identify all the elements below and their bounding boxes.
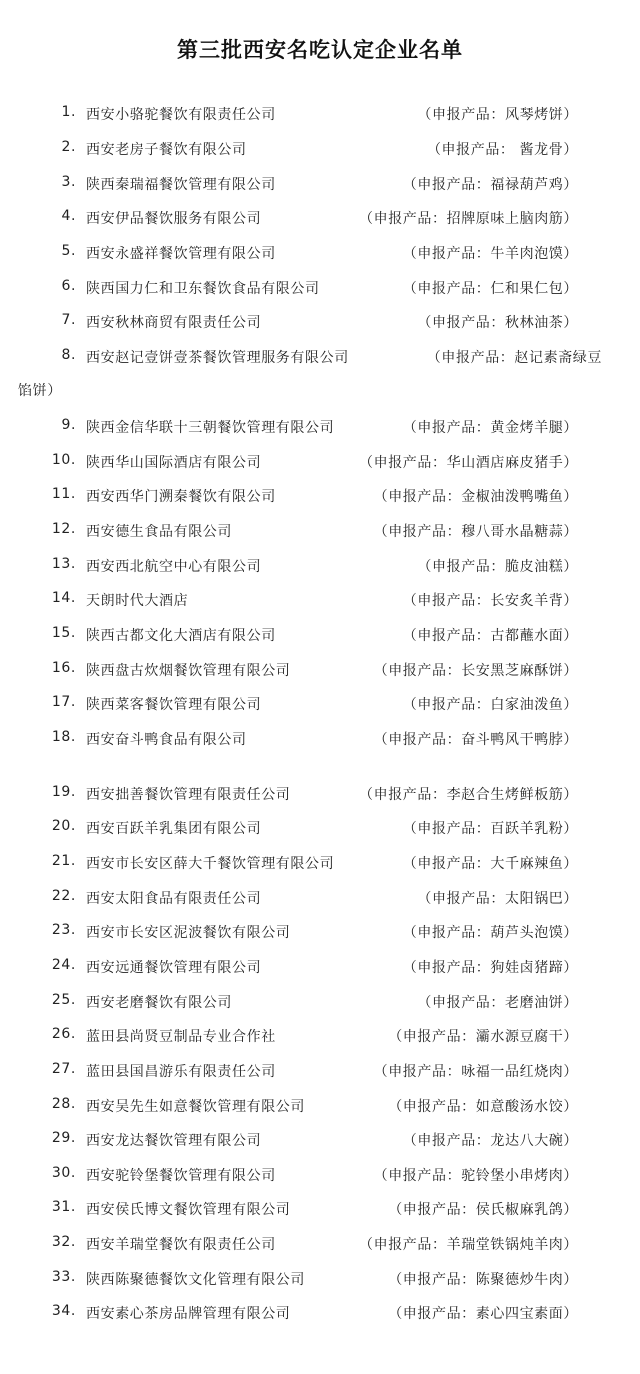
- company-name: 西安市长安区薛大千餐饮管理有限公司: [86, 856, 335, 872]
- company-name: 西安龙达餐饮管理有限公司: [86, 1133, 262, 1149]
- declared-product: （申报产品： 酱龙骨）: [426, 142, 578, 158]
- declared-product: （申报产品：灞水源豆腐干）: [388, 1029, 578, 1045]
- company-name: 西安吴先生如意餐饮管理有限公司: [86, 1099, 305, 1115]
- declared-product: （申报产品：咏福一品红烧肉）: [373, 1064, 578, 1080]
- item-number: 10.: [51, 452, 76, 468]
- company-name: 陕西盘古炊烟餐饮管理有限公司: [86, 663, 291, 679]
- company-name: 西安伊品餐饮服务有限公司: [86, 211, 262, 227]
- item-number: 19.: [51, 784, 76, 800]
- item-number: 18.: [51, 729, 76, 745]
- item-number: 9.: [61, 417, 76, 433]
- company-name: 西安太阳食品有限责任公司: [86, 891, 262, 907]
- company-name: 蓝田县尚贤豆制品专业合作社: [86, 1029, 276, 1045]
- declared-product: （申报产品：龙达八大碗）: [402, 1133, 578, 1149]
- item-number: 14.: [51, 590, 76, 606]
- item-number: 32.: [51, 1234, 76, 1250]
- item-number: 25.: [51, 992, 76, 1008]
- company-name: 西安赵记壹饼壹茶餐饮管理服务有限公司: [86, 350, 349, 366]
- declared-product: （申报产品：百跃羊乳粉）: [402, 821, 578, 837]
- company-name: 西安市长安区泥波餐饮有限公司: [86, 925, 291, 941]
- item-number: 3.: [61, 174, 76, 190]
- declared-product: （申报产品：华山酒店麻皮猪手）: [359, 455, 578, 471]
- declared-product: （申报产品：狗娃卤猪蹄）: [402, 960, 578, 976]
- declared-product: （申报产品：古都蘸水面）: [402, 628, 578, 644]
- declared-product: （申报产品：素心四宝素面）: [388, 1306, 578, 1322]
- declared-product: （申报产品：如意酸汤水饺）: [388, 1099, 578, 1115]
- company-name: 西安小骆驼餐饮有限责任公司: [86, 107, 276, 123]
- company-name: 陕西国力仁和卫东餐饮食品有限公司: [86, 281, 320, 297]
- item-number: 2.: [61, 139, 76, 155]
- company-name: 西安老房子餐饮有限公司: [86, 142, 247, 158]
- company-name: 西安西华门溯秦餐饮有限公司: [86, 489, 276, 505]
- company-name: 西安德生食品有限公司: [86, 524, 232, 540]
- declared-product: （申报产品：驼铃堡小串烤肉）: [373, 1168, 578, 1184]
- item-number: 23.: [51, 922, 76, 938]
- declared-product: （申报产品：金椒油泼鸭嘴鱼）: [373, 489, 578, 505]
- declared-product: （申报产品：福禄葫芦鸡）: [402, 177, 578, 193]
- item-number: 12.: [51, 521, 76, 537]
- item-number: 17.: [51, 694, 76, 710]
- item-number: 20.: [51, 818, 76, 834]
- item-number: 15.: [51, 625, 76, 641]
- item-number: 29.: [51, 1130, 76, 1146]
- item-number: 31.: [51, 1199, 76, 1215]
- item-number: 1.: [61, 104, 76, 120]
- declared-product: （申报产品：风琴烤饼）: [417, 107, 578, 123]
- company-name: 西安西北航空中心有限公司: [86, 559, 262, 575]
- company-name: 陕西华山国际酒店有限公司: [86, 455, 262, 471]
- declared-product: （申报产品：招牌原味上脑肉筋）: [359, 211, 578, 227]
- declared-product: （申报产品：仁和果仁包）: [402, 281, 578, 297]
- declared-product: （申报产品：脆皮油糕）: [417, 559, 578, 575]
- company-name: 西安老磨餐饮有限公司: [86, 995, 232, 1011]
- item-number: 30.: [51, 1165, 76, 1181]
- item-number: 7.: [61, 312, 76, 328]
- company-name: 西安拙善餐饮管理有限责任公司: [86, 787, 291, 803]
- company-name: 西安百跃羊乳集团有限公司: [86, 821, 262, 837]
- company-name: 西安永盛祥餐饮管理有限公司: [86, 246, 276, 262]
- declared-product: （申报产品：穆八哥水晶糖蒜）: [373, 524, 578, 540]
- company-name: 西安驼铃堡餐饮管理有限公司: [86, 1168, 276, 1184]
- declared-product: （申报产品：羊瑞堂铁锅炖羊肉）: [359, 1237, 578, 1253]
- company-name: 西安素心茶房品牌管理有限公司: [86, 1306, 291, 1322]
- item-number: 34.: [51, 1303, 76, 1319]
- declared-product: （申报产品：牛羊肉泡馍）: [402, 246, 578, 262]
- declared-product: （申报产品：老磨油饼）: [417, 995, 578, 1011]
- item-number: 8.: [61, 347, 76, 363]
- declared-product: （申报产品：太阳锅巴）: [417, 891, 578, 907]
- declared-product: （申报产品：赵记素斋绿豆: [426, 350, 602, 366]
- item-number: 28.: [51, 1096, 76, 1112]
- item-number: 33.: [51, 1269, 76, 1285]
- declared-product: （申报产品：白家油泼鱼）: [402, 697, 578, 713]
- company-name: 西安秋林商贸有限责任公司: [86, 315, 262, 331]
- company-name: 西安羊瑞堂餐饮有限责任公司: [86, 1237, 276, 1253]
- item-number: 13.: [51, 556, 76, 572]
- item-number: 5.: [61, 243, 76, 259]
- company-name: 蓝田县国昌游乐有限责任公司: [86, 1064, 276, 1080]
- company-name: 陕西金信华联十三朝餐饮管理有限公司: [86, 420, 335, 436]
- item-number: 21.: [51, 853, 76, 869]
- company-name: 天朗时代大酒店: [86, 593, 189, 609]
- item-number: 26.: [51, 1026, 76, 1042]
- declared-product: （申报产品：秋林油茶）: [417, 315, 578, 331]
- company-name: 陕西陈聚德餐饮文化管理有限公司: [86, 1272, 305, 1288]
- declared-product: （申报产品：侯氏椒麻乳鸽）: [388, 1202, 578, 1218]
- declared-product: （申报产品：葫芦头泡馍）: [402, 925, 578, 941]
- company-name: 西安奋斗鸭食品有限公司: [86, 732, 247, 748]
- declared-product: （申报产品：奋斗鸭风干鸭脖）: [373, 732, 578, 748]
- item-number: 16.: [51, 660, 76, 676]
- declared-product: （申报产品：长安炙羊背）: [402, 593, 578, 609]
- declared-product: （申报产品：陈聚德炒牛肉）: [388, 1272, 578, 1288]
- item-number: 24.: [51, 957, 76, 973]
- item-number: 22.: [51, 888, 76, 904]
- item-number: 6.: [61, 278, 76, 294]
- declared-product-continuation: 馅饼）: [18, 383, 62, 399]
- item-number: 4.: [61, 208, 76, 224]
- item-number: 11.: [51, 486, 76, 502]
- declared-product: （申报产品：黄金烤羊腿）: [402, 420, 578, 436]
- declared-product: （申报产品：长安黑芝麻酥饼）: [373, 663, 578, 679]
- company-name: 西安远通餐饮管理有限公司: [86, 960, 262, 976]
- company-name: 陕西菜客餐饮管理有限公司: [86, 697, 262, 713]
- company-name: 陕西古都文化大酒店有限公司: [86, 628, 276, 644]
- item-number: 27.: [51, 1061, 76, 1077]
- declared-product: （申报产品：大千麻辣鱼）: [402, 856, 578, 872]
- page-title: 第三批西安名吃认定企业名单: [177, 37, 463, 62]
- company-name: 陕西秦瑞福餐饮管理有限公司: [86, 177, 276, 193]
- company-name: 西安侯氏博文餐饮管理有限公司: [86, 1202, 291, 1218]
- declared-product: （申报产品：李赵合生烤鲜板筋）: [359, 787, 578, 803]
